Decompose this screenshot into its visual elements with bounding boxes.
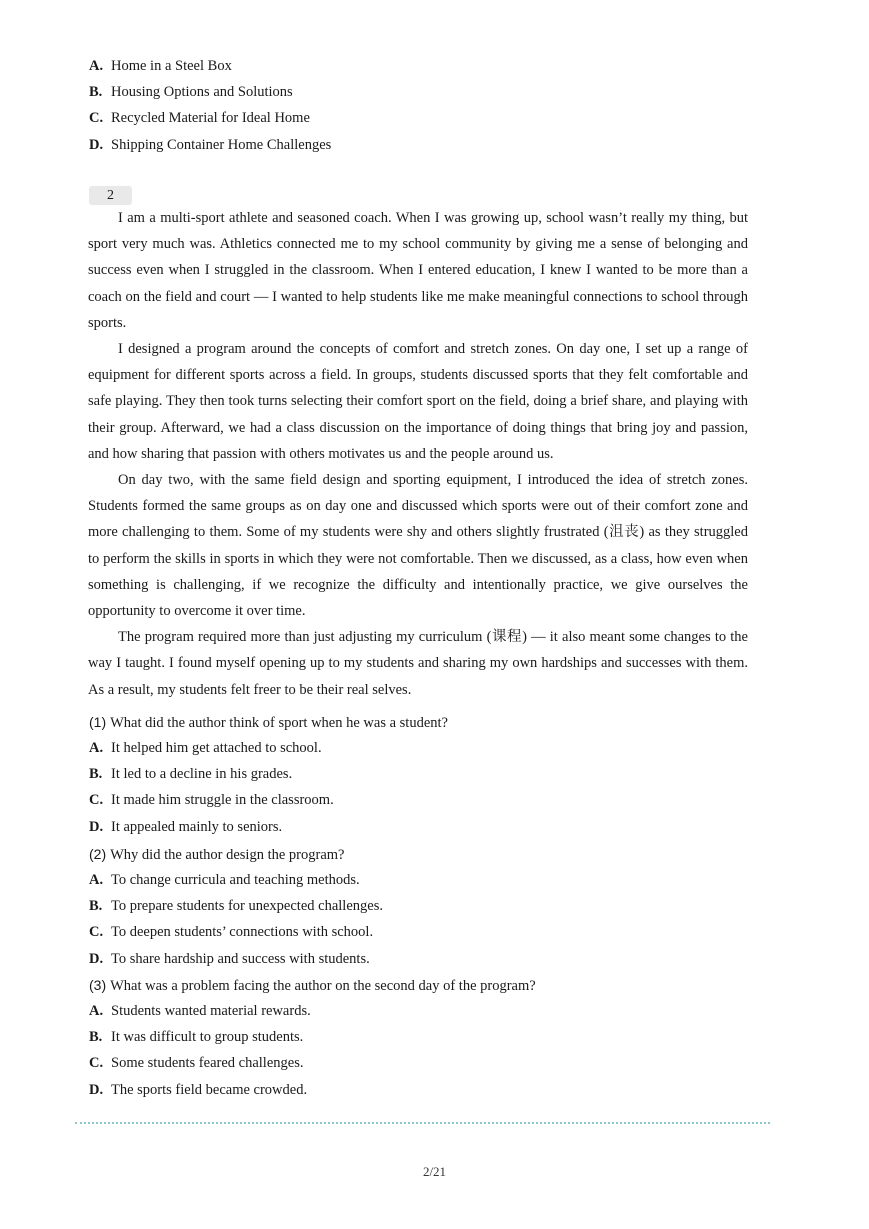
option-text: It helped him get attached to school.: [111, 740, 322, 756]
option-letter: B.: [89, 1029, 103, 1046]
option-text: Shipping Container Home Challenges: [111, 136, 332, 153]
option-c: [89, 787, 749, 813]
option-letter: B.: [89, 766, 103, 783]
option-letter: C.: [89, 792, 104, 809]
option-text: Recycled Material for Ideal Home: [111, 110, 310, 127]
question-2: [89, 841, 749, 972]
reading-passage: [88, 205, 748, 703]
option-text: It was difficult to group students.: [111, 1029, 304, 1046]
passage-paragraph: I designed a program around the concepts of comfort and stretch zones. On day one, I set up a range of equipment for different sports across a field. In groups, students discussed sports that they felt comfortable and safe playing. They then took turns selecting their comfort sport on the field, doing a brief share, and playing with their group. Afterward, we had a class discussion on the importance of doing things that bring joy and passion, and how sharing that passion with others motivates us and the people around us.: [88, 341, 748, 462]
option-letter: B.: [89, 898, 103, 915]
option-text: Students wanted material rewards.: [111, 1003, 311, 1019]
option-d: [89, 946, 749, 972]
option-letter: A.: [89, 872, 104, 888]
option-text: To change curricula and teaching methods.: [111, 872, 360, 888]
option-letter: C.: [89, 110, 104, 127]
question-text: Why did the author design the program?: [110, 847, 345, 863]
question-text: What was a problem facing the author on the second day of the program?: [110, 978, 536, 994]
passage-paragraph: The program required more than just adjusting my curriculum (课程) — it also meant some changes to the way I taught. I found myself opening up to my students and sharing my own hardships and successes with them. As a result, my students felt freer to be their real selves.: [88, 629, 748, 698]
option-text: To share hardship and success with students.: [111, 950, 370, 967]
question-stem: [89, 972, 749, 998]
option-letter: D.: [89, 1081, 104, 1098]
page-number: 2/21: [422, 1164, 447, 1179]
option-text: It appealed mainly to seniors.: [111, 818, 283, 835]
option-text: It made him struggle in the classroom.: [111, 792, 334, 809]
question-stem: [89, 841, 749, 867]
option-letter: A.: [89, 1003, 104, 1019]
question-1: [89, 709, 749, 840]
option-b: [89, 893, 749, 919]
option-d: [89, 814, 749, 840]
question-number: (1): [89, 714, 107, 730]
option-letter: D.: [89, 818, 104, 835]
question-text: What did the author think of sport when he was a student?: [110, 715, 448, 731]
option-text: It led to a decline in his grades.: [111, 766, 293, 783]
option-text: Some students feared challenges.: [111, 1055, 304, 1072]
question-stem: [89, 709, 749, 735]
option-letter: D.: [89, 136, 104, 153]
prev-question-options: [89, 53, 331, 158]
option-text: The sports field became crowded.: [111, 1081, 308, 1098]
option-letter: B.: [89, 84, 103, 101]
option-letter: C.: [89, 924, 104, 941]
option-text: To deepen students’ connections with school.: [111, 924, 374, 941]
option-text: To prepare students for unexpected challenges.: [111, 898, 383, 915]
option-b: [89, 79, 331, 105]
option-a: [89, 53, 331, 79]
option-b: [89, 1024, 749, 1050]
option-c: [89, 1050, 749, 1076]
option-c: [89, 105, 331, 131]
option-b: [89, 761, 749, 787]
option-a: [89, 735, 749, 761]
option-a: [89, 998, 749, 1024]
question-3: [89, 972, 749, 1103]
option-letter: D.: [89, 950, 104, 967]
question-number: (3): [89, 977, 107, 993]
option-d: [89, 132, 331, 158]
option-text: Home in a Steel Box: [111, 58, 232, 74]
option-letter: A.: [89, 58, 104, 74]
option-letter: A.: [89, 740, 104, 756]
option-text: Housing Options and Solutions: [111, 84, 293, 101]
passage-number-badge: 2: [89, 186, 132, 205]
option-d: [89, 1077, 749, 1103]
option-c: [89, 919, 749, 945]
passage-paragraph: On day two, with the same field design and sporting equipment, I introduced the idea of stretch zones. Students formed the same groups as on day one and discussed which sports were out of their comfort zone and more challenging to them. Some of my students were shy and others slightly frustrated (沮丧) as they struggled to perform the skills in sports in which they were not comfortable. Then we discussed, as a class, how even when something is challenging, if we recognize the difficulty and intentionally practice, we give ourselves the opportunity to overcome it over time.: [88, 472, 748, 620]
footer-divider: [75, 1122, 770, 1124]
option-letter: C.: [89, 1055, 104, 1072]
question-number: (2): [89, 846, 107, 862]
option-a: [89, 867, 749, 893]
passage-paragraph: I am a multi-sport athlete and seasoned coach. When I was growing up, school wasn’t really my thing, but sport very much was. Athletics connected me to my school community by giving me a sense of belonging and success even when I struggled in the classroom. When I entered education, I knew I wanted to be more than a coach on the field and court — I wanted to help students like me make meaningful connections to school through sports.: [88, 210, 748, 331]
